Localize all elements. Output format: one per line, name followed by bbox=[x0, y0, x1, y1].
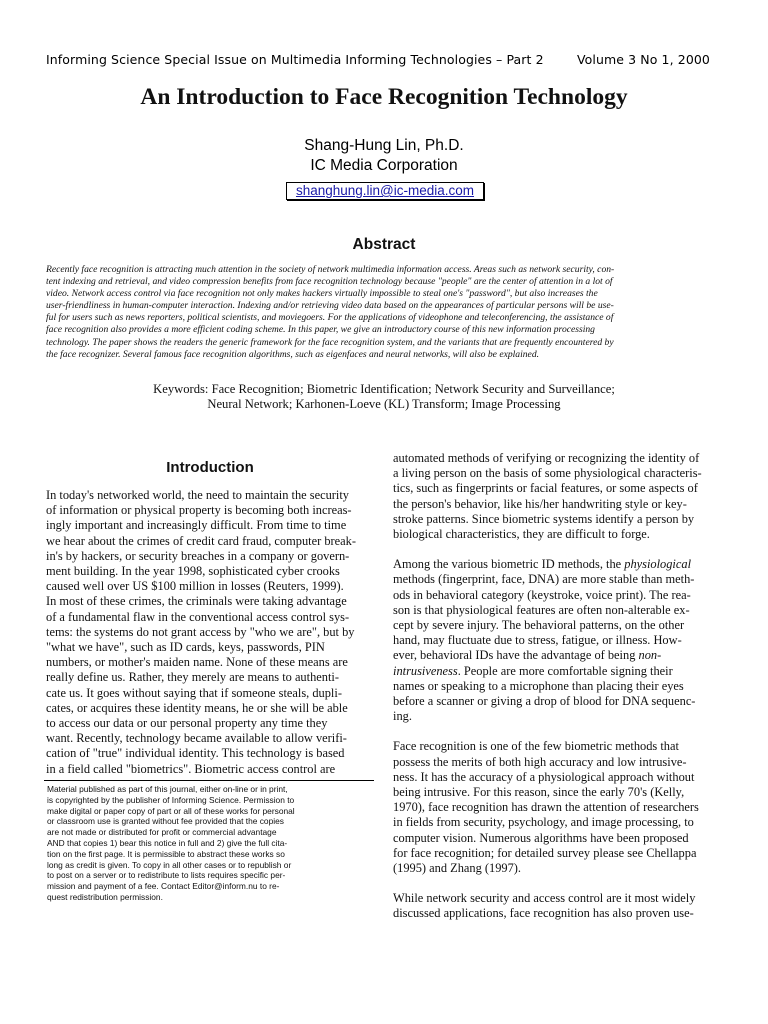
author-block bbox=[0, 136, 768, 176]
footnote-line: or classroom use is granted without fee provided that the copies bbox=[47, 816, 284, 827]
body-line: cates, or acquires these identity means, he or she will be able bbox=[46, 700, 348, 715]
body-line: ingly important and increasingly difficult. From time to time bbox=[46, 518, 347, 533]
body-line: ing. bbox=[393, 709, 412, 724]
abstract-line: the face recognizer. Several famous face recognition algorithms, such as eigenfaces and neural networks, will also be explained. bbox=[46, 348, 540, 360]
body-line: being intrusive. For this reason, since the early 70's (Kelly, bbox=[393, 785, 685, 800]
author-email-link[interactable]: shanghung.lin@ic-media.com bbox=[286, 182, 484, 200]
body-line bbox=[393, 664, 723, 679]
abstract-line: user-friendliness in human-computer interaction. Indexing and/or retrieving video data based on the appearances of particular persons will be use- bbox=[46, 300, 614, 312]
body-line: in fields from security, psychology, and image processing, to bbox=[393, 815, 694, 830]
body-line: for face recognition; for detailed survey please see Chellappa bbox=[393, 845, 697, 860]
text-run: . People are more comfortable signing their bbox=[457, 663, 673, 678]
footnote-line: Material published as part of this journal, either on-line or in print, bbox=[47, 784, 288, 794]
abstract-body bbox=[46, 264, 712, 361]
running-header bbox=[46, 52, 726, 67]
body-line: While network security and access control are it most widely bbox=[393, 891, 696, 906]
introduction-right-column bbox=[393, 451, 723, 937]
body-line: names or speaking to a microphone than placing their eyes bbox=[393, 678, 684, 693]
body-line: the person's behavior, like his/her handwriting style or key- bbox=[393, 496, 687, 511]
paragraph-physiological-vs-behavioral bbox=[393, 557, 723, 724]
body-line: want. Recently, technology became available to allow verifi- bbox=[46, 731, 347, 746]
footnote-divider bbox=[44, 780, 374, 781]
emphasis-non: non- bbox=[638, 648, 662, 663]
footnote-line: long as credit is given. To copy in all other cases or to republish or bbox=[47, 859, 292, 870]
body-line: tics, such as fingerprints or facial features, or some aspects of bbox=[393, 481, 698, 496]
keywords bbox=[0, 382, 768, 412]
introduction-heading: Introduction bbox=[166, 459, 254, 476]
body-line: to access our data or our personal property any time they bbox=[46, 716, 328, 731]
body-line: ness. It has the accuracy of a physiological approach without bbox=[393, 769, 695, 784]
footnote-line: are not made or distributed for profit or commercial advantage bbox=[47, 827, 277, 838]
author-affiliation: IC Media Corporation bbox=[310, 157, 458, 174]
keywords-line: Keywords: Face Recognition; Biometric Identification; Network Security and Surveillance; bbox=[153, 382, 615, 396]
body-line: computer vision. Numerous algorithms have been proposed bbox=[393, 830, 689, 845]
body-line: son is that physiological features are often non-alterable ex- bbox=[393, 602, 690, 617]
body-line: of information or physical property is becoming both increas- bbox=[46, 503, 352, 518]
copyright-footnote bbox=[47, 784, 377, 903]
body-line: cept by severe injury. The behavioral patterns, on the other bbox=[393, 618, 685, 633]
body-line: we hear about the crimes of credit card fraud, computer break- bbox=[46, 533, 356, 548]
abstract-line: face recognition also provides a more efficient coding scheme. In this paper, we give an introductory course of this new information processing bbox=[46, 324, 595, 336]
footnote-line: is copyrighted by the publisher of Informing Science. Permission to bbox=[47, 794, 295, 805]
body-line: biological characteristics, they are difficult to forge. bbox=[393, 527, 650, 542]
body-line: methods (fingerprint, face, DNA) are more stable than meth- bbox=[393, 572, 695, 587]
volume-info: Volume 3 No 1, 2000 bbox=[577, 52, 710, 67]
body-line bbox=[393, 557, 723, 572]
keywords-line: Neural Network; Karhonen-Loeve (KL) Transform; Image Processing bbox=[207, 397, 561, 411]
paragraph-biometric-methods bbox=[393, 451, 723, 542]
body-line: of a fundamental flaw in the conventional access control sys- bbox=[46, 609, 350, 624]
body-line: automated methods of verifying or recognizing the identity of bbox=[393, 451, 700, 465]
body-line: 1970), face recognition has drawn the attention of researchers bbox=[393, 800, 699, 815]
journal-name: Informing Science Special Issue on Multimedia Informing Technologies – Part 2 bbox=[46, 52, 544, 67]
footnote-line: AND that copies 1) bear this notice in full and 2) give the full cita- bbox=[47, 837, 288, 848]
body-line: tems: the systems do not grant access by "who we are", but by bbox=[46, 624, 355, 639]
footnote-line: mission and payment of a fee. Contact Editor@inform.nu to re- bbox=[47, 881, 280, 892]
body-line: Face recognition is one of the few biometric methods that bbox=[393, 739, 679, 754]
body-line: in's by hackers, or security breaches in a company or govern- bbox=[46, 548, 350, 563]
body-line: in a field called "biometrics". Biometric access control are bbox=[46, 761, 336, 776]
body-line: discussed applications, face recognition has also proven use- bbox=[393, 906, 694, 921]
body-line: a living person on the basis of some physiological characteris- bbox=[393, 466, 702, 481]
body-line: really define us. Rather, they merely are means to authenti- bbox=[46, 670, 339, 685]
body-line: stroke patterns. Since biometric systems identify a person by bbox=[393, 511, 695, 526]
body-line: In today's networked world, the need to maintain the security bbox=[46, 488, 349, 502]
footnote-line: make digital or paper copy of part or all of these works for personal bbox=[47, 805, 295, 816]
body-line: hand, may fluctuate due to stress, fatigue, or illness. How- bbox=[393, 633, 682, 648]
body-line: ment building. In the year 1998, sophisticated cyber crooks bbox=[46, 564, 340, 579]
body-line: In most of these crimes, the criminals were taking advantage bbox=[46, 594, 347, 609]
paper-title: An Introduction to Face Recognition Technology bbox=[140, 84, 628, 110]
body-line: cation of "true" individual identity. This technology is based bbox=[46, 746, 345, 761]
body-line: cate us. It goes without saying that if someone steals, dupli- bbox=[46, 685, 342, 700]
footnote-line: to post on a server or to redistribute to lists requires specific per- bbox=[47, 870, 286, 881]
footnote-line: tion on the first page. It is permissible to abstract these works so bbox=[47, 848, 285, 859]
body-line bbox=[393, 648, 723, 663]
paragraph-applications bbox=[393, 891, 723, 921]
body-line: ods in behavioral category (keystroke, voice print). The rea- bbox=[393, 587, 691, 602]
body-line: possess the merits of both high accuracy and low intrusive- bbox=[393, 754, 687, 769]
abstract-line: video. Network access control via face recognition not only makes hackers virtually impossible to steal one's "password", but also increases the bbox=[46, 288, 598, 300]
body-line: caused well over US $100 million in losses (Reuters, 1999). bbox=[46, 579, 344, 594]
text-run: ever, behavioral IDs have the advantage of being bbox=[393, 648, 639, 663]
body-line: before a scanner or giving a drop of blood for DNA sequenc- bbox=[393, 694, 696, 709]
abstract-line: tent indexing and retrieval, and video compression benefits from face recognition technology because "people" are the center of attention in a lot of bbox=[46, 276, 613, 288]
paragraph-face-recognition bbox=[393, 739, 723, 876]
text-run: Among the various biometric ID methods, the bbox=[393, 557, 625, 572]
abstract-line: ful for users such as news reporters, political scientists, and moviegoers. For the applications of videophone and teleconferencing, the assistance of bbox=[46, 312, 614, 324]
author-name: Shang-Hung Lin, Ph.D. bbox=[304, 137, 464, 154]
footnote-line: quest redistribution permission. bbox=[47, 891, 163, 902]
emphasis-intrusiveness: intrusiveness bbox=[393, 663, 458, 678]
abstract-heading: Abstract bbox=[352, 236, 416, 253]
body-line: numbers, or mother's maiden name. None of these means are bbox=[46, 655, 348, 670]
abstract-line: technology. The paper shows the readers the generic framework for the face recognition system, and the variants that are frequently encountered by bbox=[46, 336, 614, 348]
body-line: "what we have", such as ID cards, keys, passwords, PIN bbox=[46, 640, 325, 655]
emphasis-physiological: physiological bbox=[624, 557, 692, 572]
introduction-left-column bbox=[46, 488, 376, 777]
body-line: (1995) and Zhang (1997). bbox=[393, 861, 522, 876]
abstract-line: Recently face recognition is attracting much attention in the society of network multimedia information access. Areas such as network security, con- bbox=[46, 264, 615, 275]
